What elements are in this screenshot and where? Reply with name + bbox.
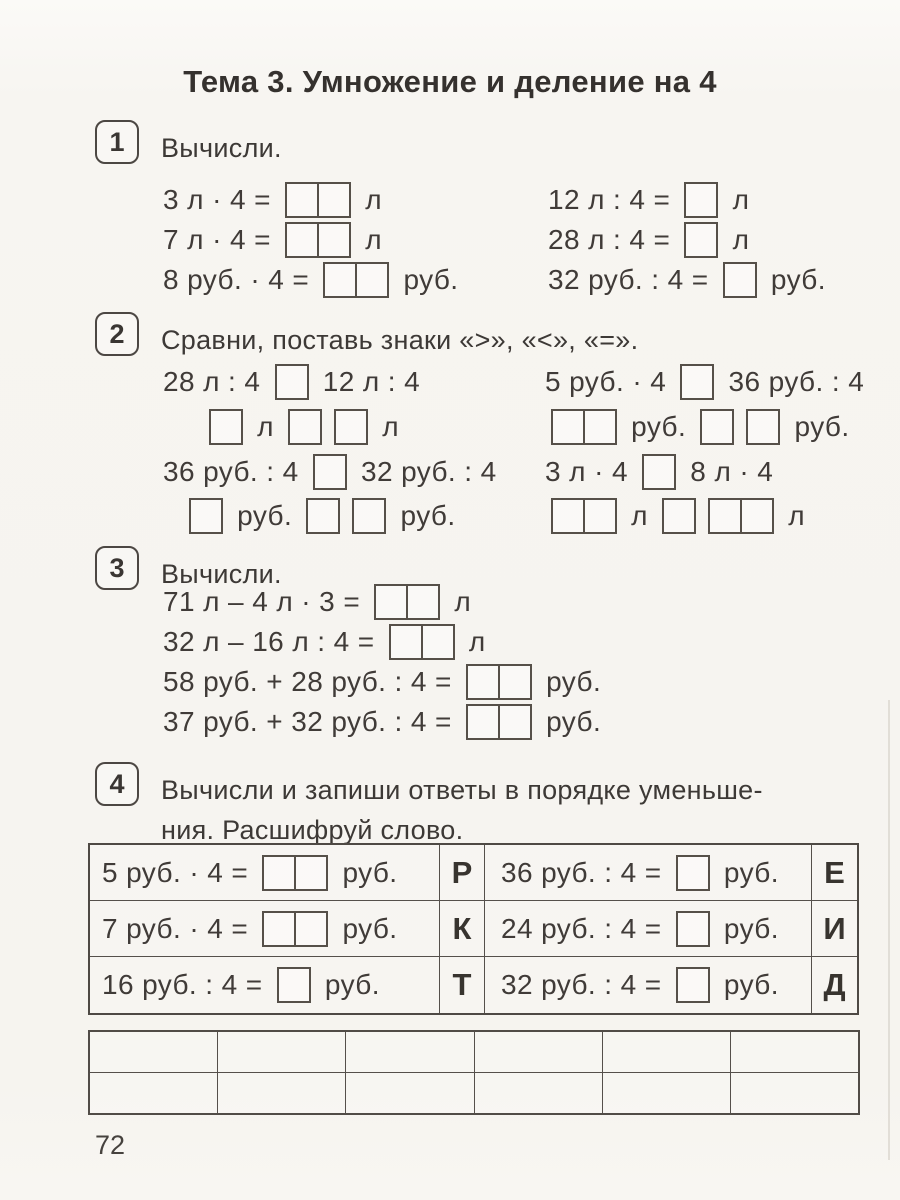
answer-box[interactable] xyxy=(746,409,780,445)
answer-box[interactable] xyxy=(323,262,389,298)
expression-text: л xyxy=(724,224,750,255)
task-4-prompt-line-1: Вычисли и запиши ответы в порядке уменьше- xyxy=(161,775,763,805)
answer-line xyxy=(163,494,497,538)
expression-text: 28 л : 4 = xyxy=(548,224,679,255)
expression-text: руб. xyxy=(786,411,850,442)
answer-box-cell[interactable] xyxy=(684,182,718,218)
answer-box[interactable] xyxy=(551,498,617,534)
answer-box-cell[interactable] xyxy=(680,364,714,400)
expression-text: руб. xyxy=(715,912,779,944)
expression-text: 32 руб. : 4 = xyxy=(501,969,670,1000)
answer-box-cell[interactable] xyxy=(374,584,408,620)
task-1-prompt: Вычисли. xyxy=(161,133,282,163)
answer-line xyxy=(545,494,864,538)
answer-box[interactable] xyxy=(262,855,328,891)
expression-text: л xyxy=(249,411,283,442)
task-2-number-badge: 2 xyxy=(95,312,139,356)
expression-text: л xyxy=(724,184,750,215)
answer-box-cell[interactable] xyxy=(676,967,710,1003)
answer-box[interactable] xyxy=(466,704,532,740)
table-letter: К xyxy=(440,901,485,957)
expression-text: 71 л – 4 л · 3 = xyxy=(163,586,369,617)
answer-box-cell[interactable] xyxy=(642,454,676,490)
expression-line xyxy=(163,622,601,662)
task-2-header xyxy=(95,312,638,360)
task-3-number-badge: 3 xyxy=(95,546,139,590)
expression-line xyxy=(163,220,458,260)
task-4-prompt-line-2: ния. Расшифруй слово. xyxy=(161,815,464,845)
expression-text: л xyxy=(357,184,382,215)
answer-box[interactable] xyxy=(700,409,734,445)
answer-box[interactable] xyxy=(466,664,532,700)
expression-line xyxy=(163,360,497,404)
expression-line xyxy=(545,360,864,404)
task-1-header xyxy=(95,120,282,168)
table-expression xyxy=(485,957,812,1013)
expression-text: л xyxy=(374,411,400,442)
expression-text: 37 руб. + 32 руб. : 4 = xyxy=(163,706,460,737)
answer-grid-cell[interactable] xyxy=(218,1032,346,1072)
answer-grid-cell[interactable] xyxy=(218,1073,346,1113)
expression-text: 5 руб. · 4 xyxy=(545,366,675,397)
answer-grid-row xyxy=(90,1072,858,1113)
answer-box[interactable] xyxy=(277,967,311,1003)
expression-text: руб. xyxy=(392,500,456,531)
expression-text: 36 руб. : 4 xyxy=(163,456,307,487)
expression-text: руб. xyxy=(537,706,602,737)
expression-text: л xyxy=(357,224,382,255)
expression-text: руб. xyxy=(334,912,398,944)
expression-text: 3 л · 4 = xyxy=(163,184,280,215)
answer-grid-cell[interactable] xyxy=(731,1032,858,1072)
expression-text: 7 л · 4 = xyxy=(163,224,280,255)
answer-box-cell[interactable] xyxy=(317,222,351,258)
answer-box-cell[interactable] xyxy=(355,262,389,298)
answer-box-cell[interactable] xyxy=(466,664,500,700)
answer-box-cell[interactable] xyxy=(498,704,532,740)
answer-box[interactable] xyxy=(684,222,718,258)
answer-box[interactable] xyxy=(306,498,340,534)
answer-box-cell[interactable] xyxy=(583,498,617,534)
answer-box[interactable] xyxy=(189,498,223,534)
task-2-right-column xyxy=(545,360,864,538)
answer-box-cell[interactable] xyxy=(334,409,368,445)
task-4-header xyxy=(95,762,763,850)
answer-box[interactable] xyxy=(285,222,351,258)
answer-grid-cell[interactable] xyxy=(731,1073,858,1113)
answer-line xyxy=(163,404,497,450)
expression-line xyxy=(548,220,826,260)
answer-box[interactable] xyxy=(676,967,710,1003)
expression-text: руб. xyxy=(715,969,779,1000)
answer-box[interactable] xyxy=(676,855,710,891)
expression-line xyxy=(163,260,458,300)
answer-box[interactable] xyxy=(275,364,309,400)
decode-table-row xyxy=(90,901,857,957)
expression-text: 12 л : 4 = xyxy=(548,184,679,215)
decode-table-row xyxy=(90,957,857,1013)
answer-box-cell[interactable] xyxy=(262,911,296,947)
expression-text: руб. xyxy=(334,856,398,888)
answer-box-cell[interactable] xyxy=(708,498,742,534)
expression-text: 8 л · 4 xyxy=(682,456,774,487)
expression-text: 32 руб. : 4 = xyxy=(548,264,717,295)
expression-text: 7 руб. · 4 = xyxy=(102,912,257,944)
answer-grid-cell[interactable] xyxy=(475,1032,603,1072)
answer-box-cell[interactable] xyxy=(288,409,322,445)
answer-box-cell[interactable] xyxy=(498,664,532,700)
answer-box[interactable] xyxy=(389,624,455,660)
answer-box-cell[interactable] xyxy=(352,498,386,534)
expression-text: 28 л : 4 xyxy=(163,366,269,397)
answer-box[interactable] xyxy=(551,409,617,445)
expression-text: руб. xyxy=(762,264,826,295)
answer-box-cell[interactable] xyxy=(723,262,757,298)
answer-box-cell[interactable] xyxy=(466,704,500,740)
answer-box[interactable] xyxy=(288,409,322,445)
answer-box[interactable] xyxy=(723,262,757,298)
answer-word-grid xyxy=(88,1030,860,1115)
table-letter: Т xyxy=(440,957,485,1013)
expression-text: руб. xyxy=(395,264,459,295)
answer-box-cell[interactable] xyxy=(740,498,774,534)
task-2-prompt: Сравни, поставь знаки «>», «<», «=». xyxy=(161,325,639,355)
expression-text: 5 руб. · 4 = xyxy=(102,856,257,888)
answer-box-cell[interactable] xyxy=(262,855,296,891)
expression-text: руб. xyxy=(537,666,602,697)
task-3-lines xyxy=(163,582,601,742)
answer-box-cell[interactable] xyxy=(700,409,734,445)
table-letter: Е xyxy=(812,845,857,901)
expression-line xyxy=(163,702,601,742)
answer-box-cell[interactable] xyxy=(306,498,340,534)
answer-grid-cell[interactable] xyxy=(90,1073,218,1113)
expression-text: 16 руб. : 4 = xyxy=(102,969,271,1000)
answer-box-cell[interactable] xyxy=(389,624,423,660)
expression-text: 36 руб. : 4 = xyxy=(501,856,670,888)
answer-box[interactable] xyxy=(662,498,696,534)
expression-line xyxy=(548,260,826,300)
answer-grid-row xyxy=(90,1032,858,1072)
answer-box-cell[interactable] xyxy=(746,409,780,445)
table-letter: Р xyxy=(440,845,485,901)
task-1-number-badge: 1 xyxy=(95,120,139,164)
expression-text: л xyxy=(446,586,472,617)
expression-text: 32 л – 16 л : 4 = xyxy=(163,626,383,657)
answer-box-cell[interactable] xyxy=(285,222,319,258)
answer-box-cell[interactable] xyxy=(583,409,617,445)
answer-box-cell[interactable] xyxy=(323,262,357,298)
expression-text: руб. xyxy=(316,969,380,1000)
answer-box-cell[interactable] xyxy=(676,911,710,947)
answer-box-cell[interactable] xyxy=(551,409,585,445)
table-expression xyxy=(485,901,812,957)
answer-grid-cell[interactable] xyxy=(475,1073,603,1113)
table-expression xyxy=(485,845,812,901)
table-expression xyxy=(90,845,440,901)
task-4-number-badge: 4 xyxy=(95,762,139,806)
expression-text: руб. xyxy=(623,411,695,442)
table-letter: И xyxy=(812,901,857,957)
scan-edge-line xyxy=(888,700,890,1160)
expression-text: 24 руб. : 4 = xyxy=(501,912,670,944)
answer-box-cell[interactable] xyxy=(662,498,696,534)
answer-box-cell[interactable] xyxy=(313,454,347,490)
expression-line xyxy=(163,450,497,494)
answer-line xyxy=(545,404,864,450)
answer-box[interactable] xyxy=(285,182,351,218)
expression-line xyxy=(163,180,458,220)
expression-text: 58 руб. + 28 руб. : 4 = xyxy=(163,666,460,697)
expression-line xyxy=(163,662,601,702)
expression-text: л xyxy=(623,500,657,531)
answer-box[interactable] xyxy=(313,454,347,490)
expression-text: 12 л : 4 xyxy=(314,366,421,397)
answer-box-cell[interactable] xyxy=(551,498,585,534)
answer-box[interactable] xyxy=(262,911,328,947)
answer-box[interactable] xyxy=(680,364,714,400)
answer-box-cell[interactable] xyxy=(294,911,328,947)
expression-line xyxy=(548,180,826,220)
expression-text: 8 руб. · 4 = xyxy=(163,264,318,295)
answer-box-cell[interactable] xyxy=(285,182,319,218)
expression-text: 36 руб. : 4 xyxy=(720,366,865,397)
answer-box-cell[interactable] xyxy=(676,855,710,891)
decode-table-row xyxy=(90,845,857,901)
expression-line xyxy=(163,582,601,622)
answer-box-cell[interactable] xyxy=(189,498,223,534)
answer-box-cell[interactable] xyxy=(421,624,455,660)
answer-box-cell[interactable] xyxy=(275,364,309,400)
answer-box[interactable] xyxy=(684,182,718,218)
answer-box-cell[interactable] xyxy=(209,409,243,445)
answer-box-cell[interactable] xyxy=(277,967,311,1003)
task-4-prompt xyxy=(161,762,763,850)
expression-text: л xyxy=(780,500,806,531)
expression-text: 3 л · 4 xyxy=(545,456,637,487)
task-1-right-column xyxy=(548,180,826,300)
answer-box[interactable] xyxy=(642,454,676,490)
answer-box-cell[interactable] xyxy=(406,584,440,620)
answer-box[interactable] xyxy=(708,498,774,534)
answer-box[interactable] xyxy=(374,584,440,620)
expression-text: л xyxy=(460,626,486,657)
expression-text: руб. xyxy=(715,856,779,888)
expression-text: руб. xyxy=(229,500,301,531)
answer-box[interactable] xyxy=(209,409,243,445)
table-letter: Д xyxy=(823,967,846,1002)
table-expression xyxy=(90,957,440,1013)
task-1-left-column xyxy=(163,180,458,300)
answer-box-cell[interactable] xyxy=(317,182,351,218)
task-2-left-column xyxy=(163,360,497,538)
answer-box-cell[interactable] xyxy=(294,855,328,891)
expression-text: 32 руб. : 4 xyxy=(352,456,497,487)
answer-grid-cell[interactable] xyxy=(603,1032,731,1072)
decode-table xyxy=(88,843,859,1015)
answer-grid-cell[interactable] xyxy=(603,1073,731,1113)
answer-box[interactable] xyxy=(334,409,368,445)
answer-grid-cell[interactable] xyxy=(346,1032,474,1072)
task-3-prompt: Вычисли. xyxy=(161,559,282,589)
answer-grid-cell[interactable] xyxy=(346,1073,474,1113)
page-title: Тема 3. Умножение и деление на 4 xyxy=(183,64,717,99)
table-expression xyxy=(90,901,440,957)
answer-grid-cell[interactable] xyxy=(90,1032,218,1072)
answer-box[interactable] xyxy=(352,498,386,534)
expression-line xyxy=(545,450,864,494)
page-number: 72 xyxy=(95,1130,126,1160)
answer-box[interactable] xyxy=(676,911,710,947)
answer-box-cell[interactable] xyxy=(684,222,718,258)
